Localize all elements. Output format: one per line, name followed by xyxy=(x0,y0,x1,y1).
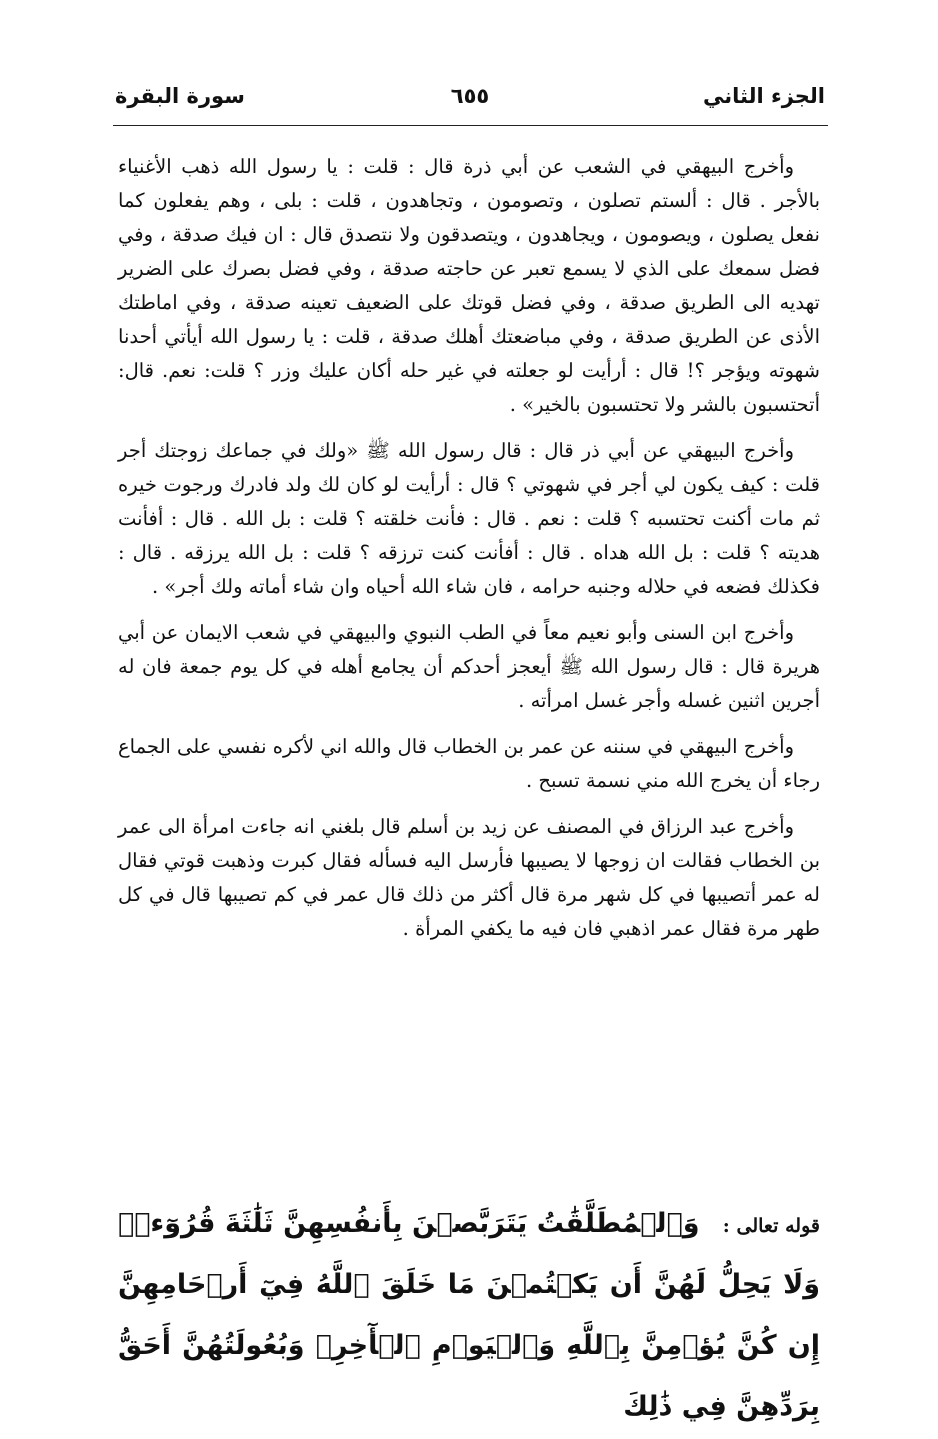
header-divider xyxy=(113,125,828,126)
header-surah-name: سورة البقرة xyxy=(115,84,245,108)
quran-verse-block xyxy=(118,1195,820,1439)
paragraph-4: وأخرج البيهقي في سننه عن عمر بن الخطاب قال والله اني لأكره نفسي على الجماع رجاء أن يخرج الله مني نسمة تسبح . xyxy=(118,735,820,792)
verse-intro-label: قوله تعالى : xyxy=(722,1215,820,1237)
header-page-number: ٦٥٥ xyxy=(450,84,490,108)
paragraph-3: وأخرج ابن السنى وأبو نعيم معاً في الطب النبوي والبيهقي في شعب الايمان عن أبي هريرة قال : قال رسول الله ﷺ أيعجز أحدكم أن يجامع أهله في كل يوم جمعة فان له أجرين اثنين غسله وأجر غسل امرأته . xyxy=(118,621,820,712)
page-header xyxy=(115,78,825,118)
paragraph-5: وأخرج عبد الرزاق في المصنف عن زيد بن أسلم قال بلغني انه جاءت امرأة الى عمر بن الخطاب فقالت ان زوجها لا يصيبها فأرسل اليه فسأله فقال كبرت وذهبت قوتي فقال له عمر أتصيبها في كل شهر مرة قال أكثر من ذلك قال عمر في كم تصيبها قال في كل طهر مرة فقال عمر اذهبي فان فيه ما يكفي المرأة . xyxy=(118,815,820,940)
quran-verse-text: وَٱلۡمُطَلَّقَٰتُ يَتَرَبَّصۡنَ بِأَنفُسِهِنَّ ثَلَٰثَةَ قُرُوٓءٖۚ وَلَا يَحِلُّ لَهُنَّ أَن يَكۡتُمۡنَ مَا خَلَقَ ٱللَّهُ فِيٓ أَرۡحَامِهِنَّ إِن كُنَّ يُؤۡمِنَّ بِٱللَّهِ وَٱلۡيَوۡمِ ٱلۡأٓخِرِۚ وَبُعُولَتُهُنَّ أَحَقُّ بِرَدِّهِنَّ فِي ذَٰلِكَ xyxy=(118,1208,820,1422)
main-text xyxy=(118,150,820,958)
paragraph-2: وأخرج البيهقي عن أبي ذر قال : قال رسول الله ﷺ «ولك في جماعك زوجتك أجر قلت : كيف يكون لي أجر في شهوتي ؟ قال : أرأيت لو كان لك ولد فادرك ورجوت خيره ثم مات أكنت تحتسبه ؟ قلت : نعم . قال : فأنت خلقته ؟ قلت : بل الله . قال : أفأنت هديته ؟ قلت : بل الله هداه . قال : أفأنت كنت ترزقه ؟ قلت : بل الله يرزقه . قال : فكذلك فضعه في حلاله وجنبه حرامه ، فان شاء الله أحياه وان شاء أماته ولك أجر» . xyxy=(118,439,820,598)
header-part-name: الجزء الثاني xyxy=(702,84,825,108)
paragraph-1: وأخرج البيهقي في الشعب عن أبي ذرة قال : قلت : يا رسول الله ذهب الأغنياء بالأجر . قال : ألستم تصلون ، وتصومون ، وتجاهدون ، قلت : بلى ، وهم يفعلون كما نفعل يصلون ، ويصومون ، ويجاهدون ، ويتصدقون ولا نتصدق قال : ان فيك صدقة ، وفي فضل سمعك على الذي لا يسمع تعبر عن حاجته صدقة ، وفي فضل بصرك على الضرير تهديه الى الطريق صدقة ، وفي فضل قوتك على الضعيف تعينه صدقة ، وفي اماطتك الأذى عن الطريق صدقة ، وفي مباضعتك أهلك صدقة ، قلت : يا رسول الله أيأتي أحدنا شهوته ويؤجر ؟! قال : أرأيت لو جعلته في غير حله أكان عليك وزر ؟ قلت: نعم. قال: أتحتسبون بالشر ولا تحتسبون بالخير» . xyxy=(118,155,821,416)
